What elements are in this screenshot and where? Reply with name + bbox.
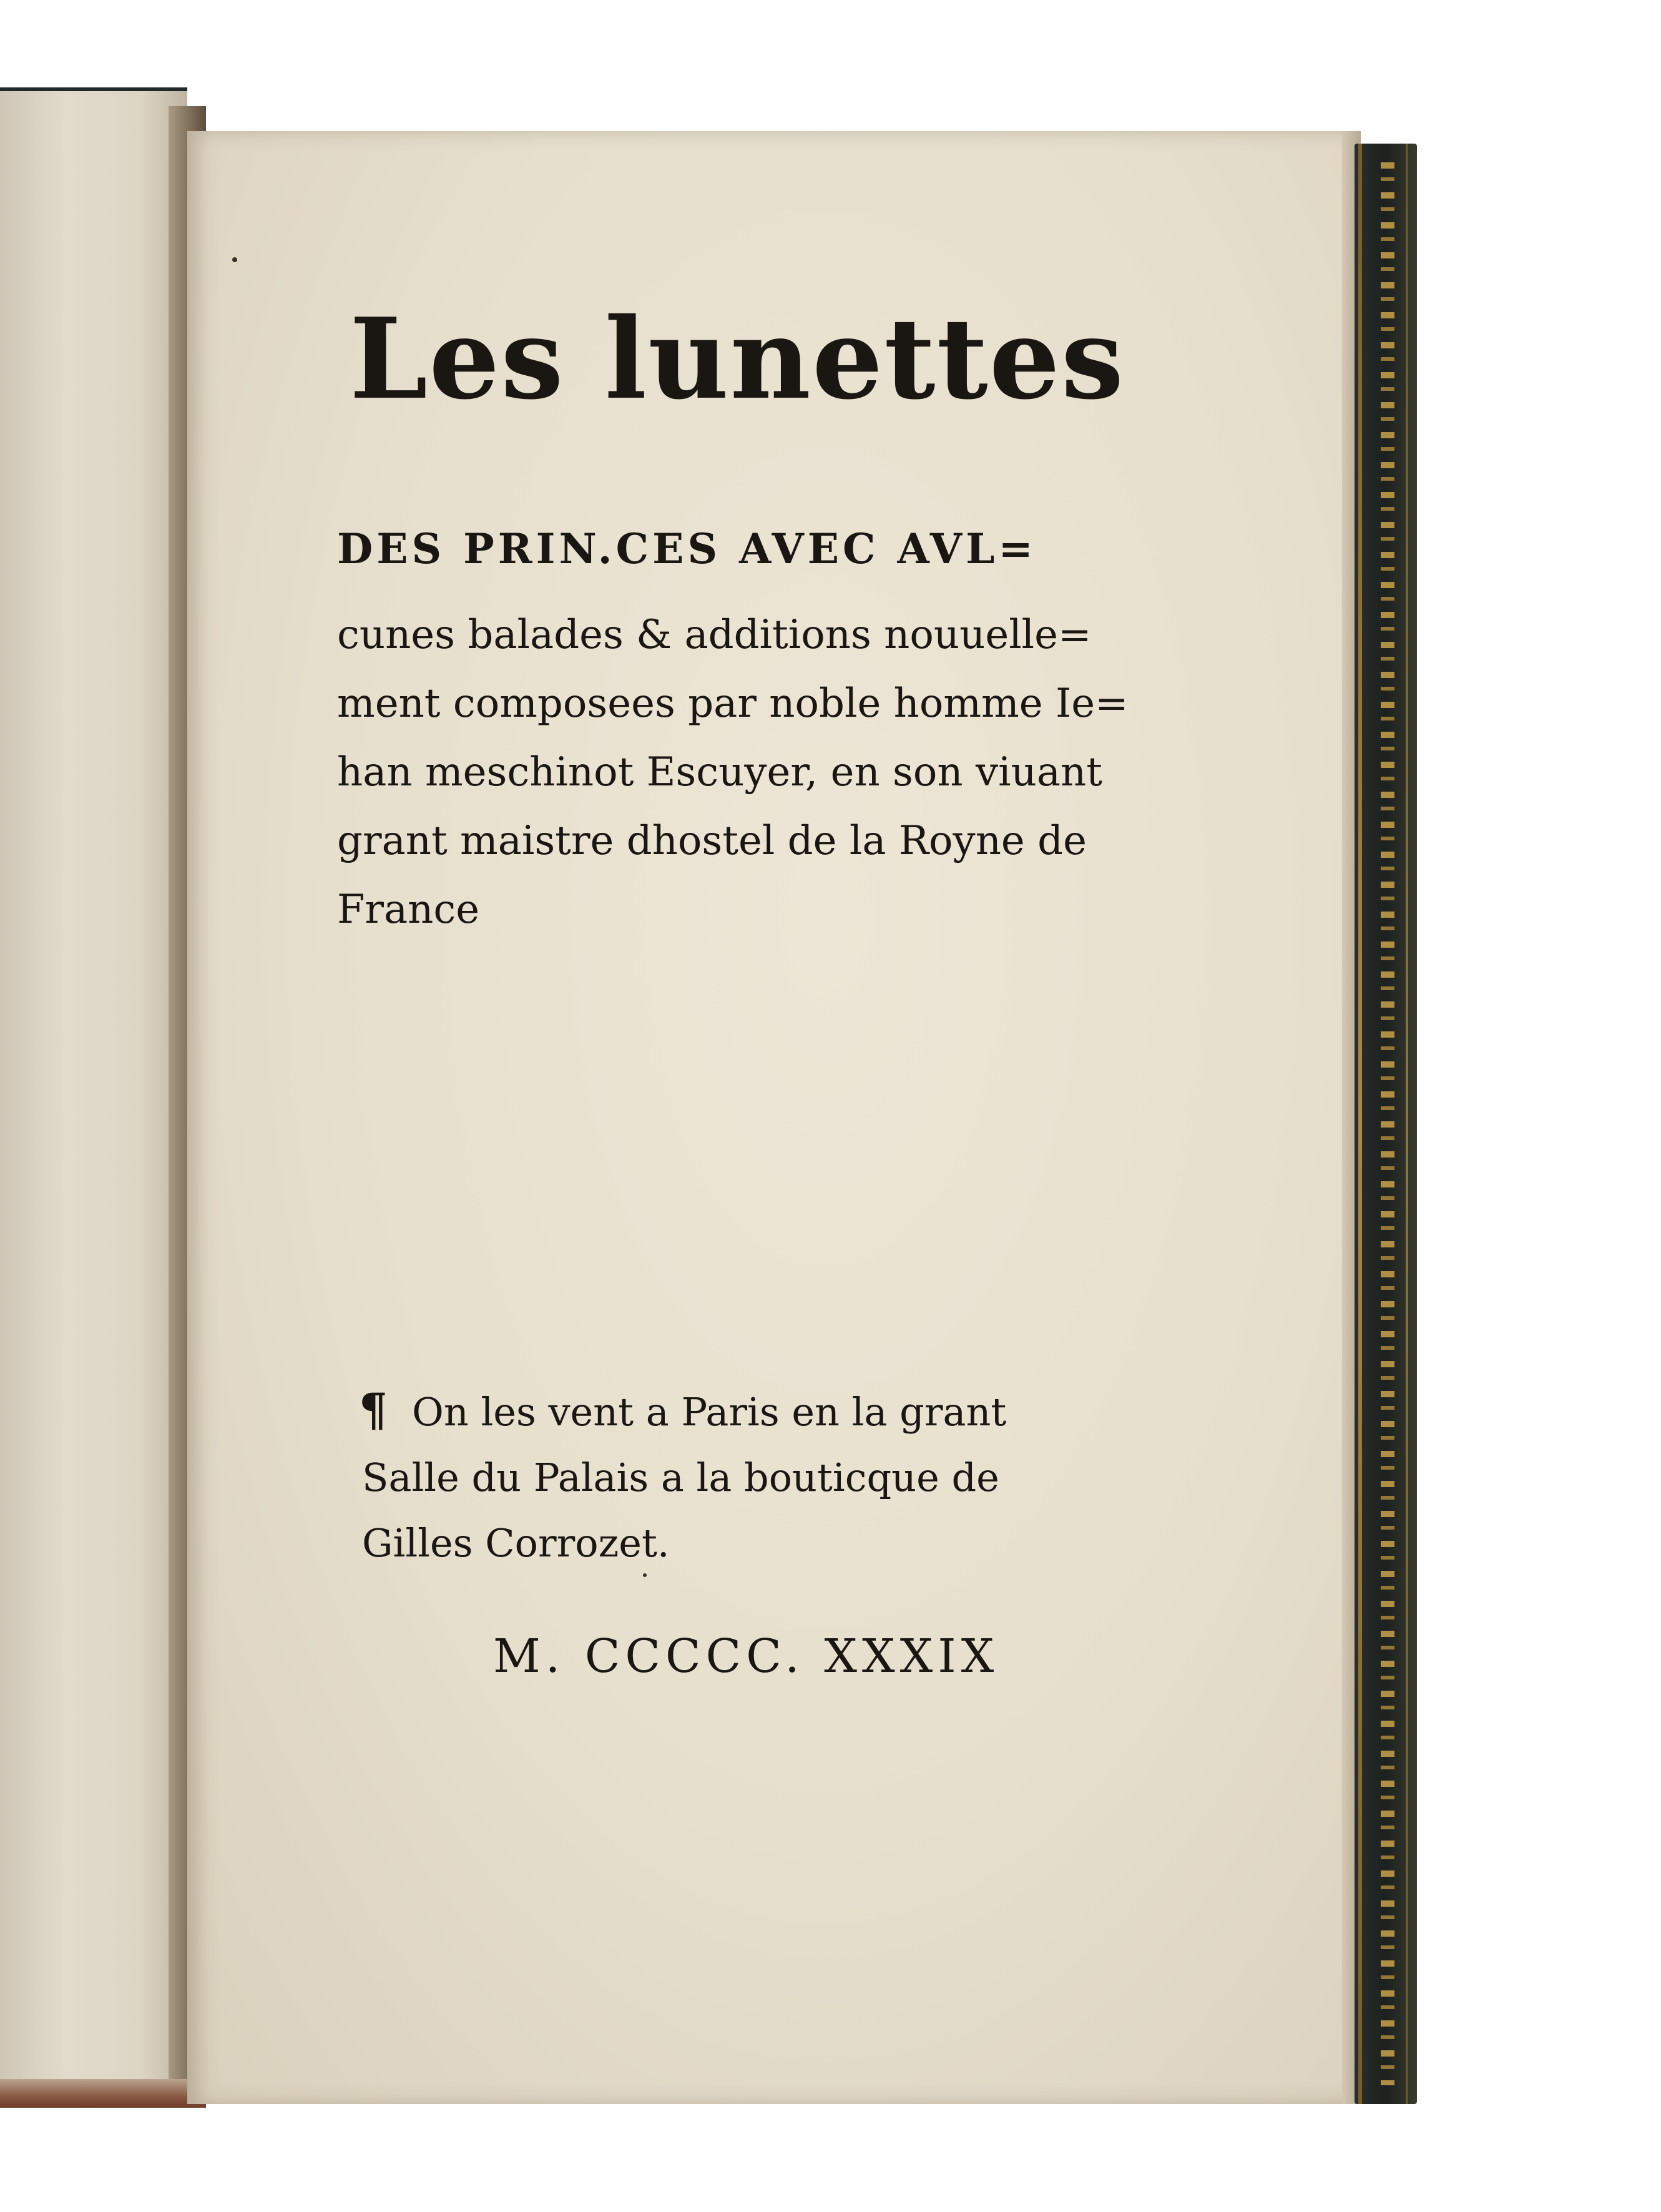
gilt-rule-left: [1358, 144, 1362, 2104]
imprint-line-3: Gilles Corrozet.: [362, 1520, 670, 1566]
facing-left-page: [0, 87, 187, 2108]
pilcrow-mark: ¶: [359, 1383, 388, 1436]
paper-speck: [643, 1573, 647, 1577]
title-page: [187, 131, 1348, 2104]
subtitle-line-2: cunes balades & additions nouuelle=: [337, 612, 1092, 658]
subtitle-line-5: grant maistre dhostel de la Royne de: [337, 818, 1087, 864]
subtitle-line-4: han meschinot Escuyer, en son viuant: [337, 749, 1102, 795]
imprint-line-1: On les vent a Paris en la grant: [412, 1389, 1007, 1435]
red-leather-cover-edge: [0, 2079, 206, 2108]
gilt-rule-right: [1406, 144, 1408, 2104]
publication-date: M. CCCCC. XXXIX: [493, 1630, 999, 1683]
subtitle-line-3: ment composees par noble homme Ie=: [337, 681, 1129, 727]
imprint-line-2: Salle du Palais a la bouticque de: [362, 1455, 999, 1500]
gilt-ornament-pattern: [1381, 162, 1394, 2085]
paper-speck: [232, 257, 237, 262]
subtitle-line-1: DES PRIN.CES AVEC AVL=: [337, 524, 1037, 573]
gilt-fore-edge: [1355, 144, 1417, 2104]
subtitle-line-6: France: [337, 887, 480, 933]
book-title: Les lunettes: [350, 293, 1125, 424]
